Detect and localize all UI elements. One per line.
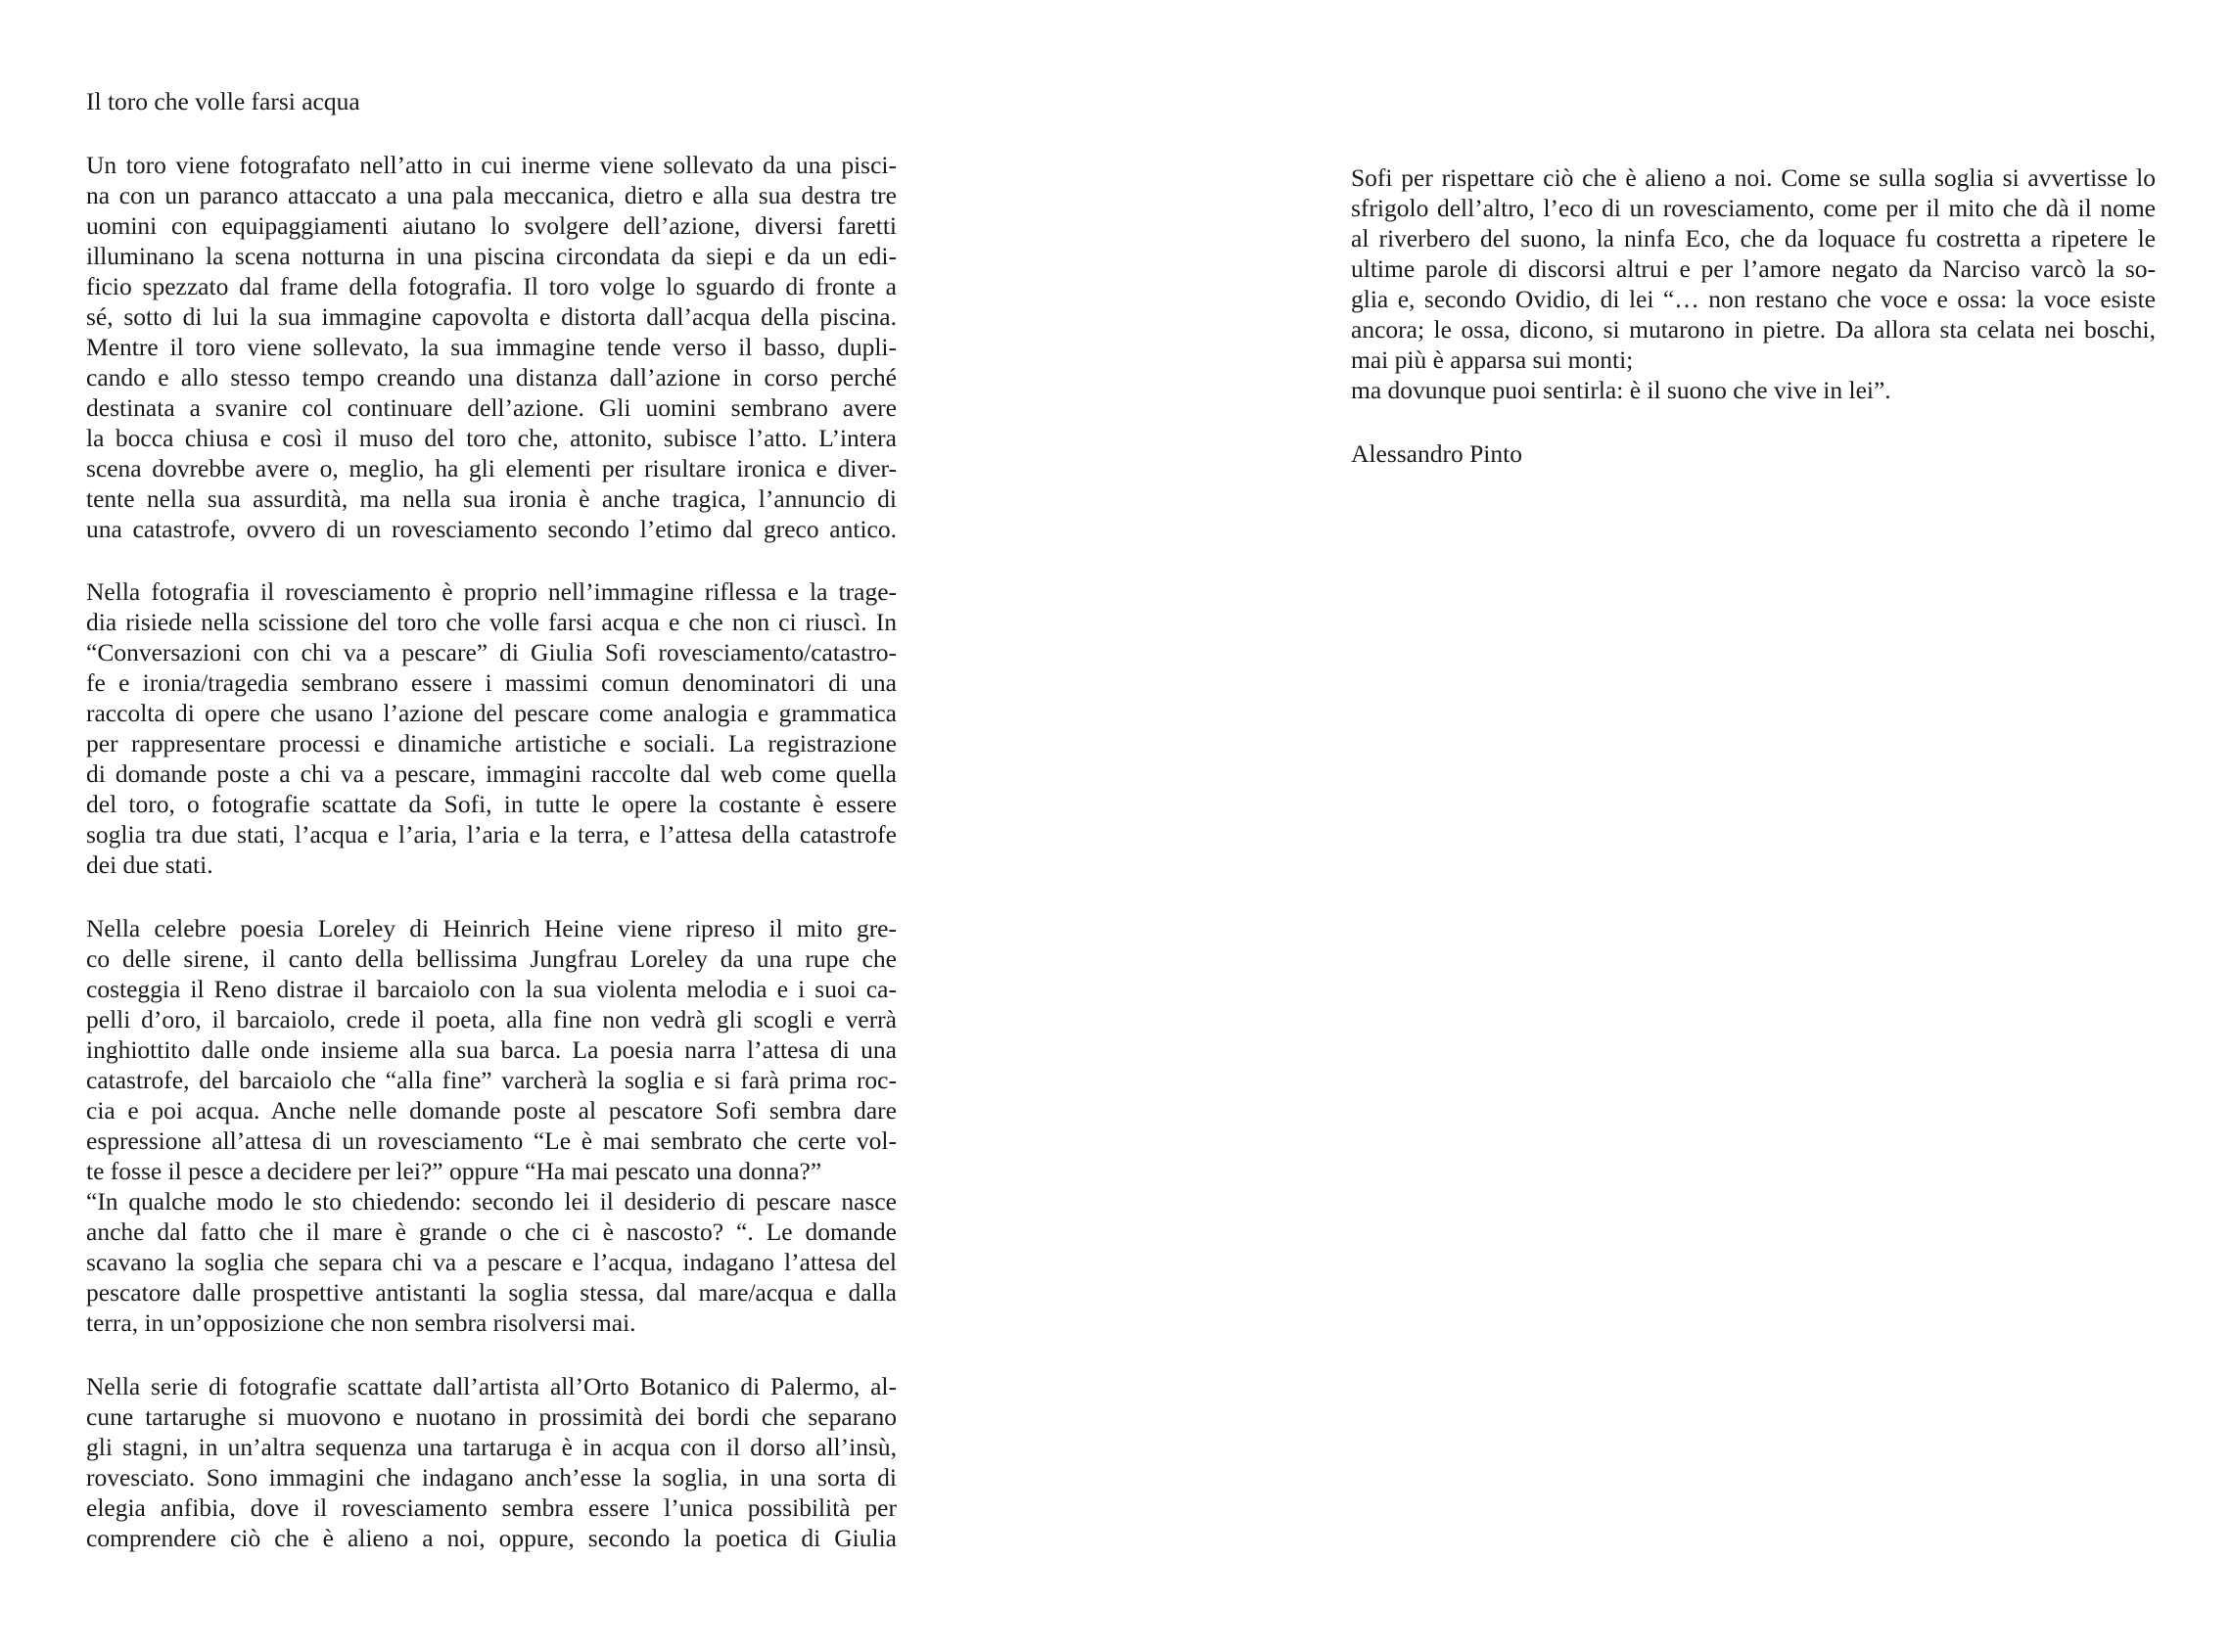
text-line: sfrigolo dell’altro, l’eco di un rovesciamento, come per il mito che dà il nome	[1351, 194, 2156, 222]
essay-title: Il toro che volle farsi acqua	[86, 87, 360, 115]
text-line: pelli d’oro, il barcaiolo, crede il poeta, alla fine non vedrà gli scogli e verrà	[86, 1005, 897, 1033]
text-line: di domande poste a chi va a pescare, immagini raccolte dal web come quella	[86, 759, 897, 788]
text-line: elegia anfibia, dove il rovesciamento sembra essere l’unica possibilità per	[86, 1493, 897, 1522]
text-line: Un toro viene fotografato nell’atto in cui inerme viene sollevato da una pisci-	[86, 151, 897, 179]
text-line: la bocca chiusa e così il muso del toro che, attonito, subisce l’atto. L’intera	[86, 424, 897, 452]
text-line: pescatore dalle prospettive antistanti la soglia stessa, dal mare/acqua e dalla	[86, 1278, 897, 1307]
text-line: illuminano la scena notturna in una piscina circondata da siepi e da un edi-	[86, 242, 897, 270]
text-line: uomini con equipaggiamenti aiutano lo svolgere dell’azione, diversi faretti	[86, 211, 897, 240]
text-line: rovesciato. Sono immagini che indagano anch’esse la soglia, in una sorta di	[86, 1463, 897, 1491]
text-line: Nella fotografia il rovesciamento è proprio nell’immagine riflessa e la trage-	[86, 577, 897, 606]
text-line: scavano la soglia che separa chi va a pescare e l’acqua, indagano l’attesa del	[86, 1248, 897, 1276]
text-line: “In qualche modo le sto chiedendo: secondo lei il desiderio di pescare nasce	[86, 1187, 897, 1216]
text-line: Mentre il toro viene sollevato, la sua immagine tende verso il basso, dupli-	[86, 333, 897, 361]
text-line: te fosse il pesce a decidere per lei?” oppure “Ha mai pescato una donna?”	[86, 1157, 822, 1185]
text-line: del toro, o fotografie scattate da Sofi, in tutte le opere la costante è essere	[86, 790, 897, 818]
text-line: ficio spezzato dal frame della fotografia. Il toro volge lo sguardo di fronte a	[86, 272, 897, 300]
text-line: cune tartarughe si muovono e nuotano in prossimità dei bordi che separano	[86, 1402, 897, 1431]
text-line: anche dal fatto che il mare è grande o che ci è nascosto? “. Le domande	[86, 1217, 897, 1246]
text-line: “Conversazioni con chi va a pescare” di Giulia Sofi rovesciamento/catastro-	[86, 638, 897, 666]
text-line: comprendere ciò che è alieno a noi, oppure, secondo la poetica di Giulia	[86, 1524, 897, 1552]
text-line: raccolta di opere che usano l’azione del pescare come analogia e grammatica	[86, 699, 897, 727]
text-line: Nella serie di fotografie scattate dall’artista all’Orto Botanico di Palermo, al-	[86, 1372, 897, 1400]
text-line: ultime parole di discorsi altrui e per l’amore negato da Narciso varcò la so-	[1351, 254, 2156, 283]
text-line: inghiottito dalle onde insieme alla sua barca. La poesia narra l’attesa di una	[86, 1035, 897, 1064]
text-line: tente nella sua assurdità, ma nella sua ironia è anche tragica, l’annuncio di	[86, 484, 897, 513]
text-line: cia e poi acqua. Anche nelle domande poste al pescatore Sofi sembra dare	[86, 1096, 897, 1124]
text-line: al riverbero del suono, la ninfa Eco, che da loquace fu costretta a ripetere le	[1351, 224, 2156, 252]
right-page	[1351, 0, 2156, 1652]
left-page	[86, 0, 897, 1652]
text-line: dei due stati.	[86, 850, 213, 879]
text-line: na con un paranco attaccato a una pala meccanica, dietro e alla sua destra tre	[86, 181, 897, 209]
author-name: Alessandro Pinto	[1351, 439, 1522, 468]
text-line: destinata a svanire col continuare dell’azione. Gli uomini sembrano avere	[86, 393, 897, 422]
text-line: sé, sotto di lui la sua immagine capovolta e distorta dall’acqua della piscina.	[86, 302, 897, 331]
text-line: per rappresentare processi e dinamiche artistiche e sociali. La registrazione	[86, 729, 897, 757]
text-line: costeggia il Reno distrae il barcaiolo con la sua violenta melodia e i suoi ca-	[86, 975, 897, 1003]
text-line: cando e allo stesso tempo creando una distanza dall’azione in corso perché	[86, 363, 897, 391]
text-line: Sofi per rispettare ciò che è alieno a noi. Come se sulla soglia si avvertisse lo	[1351, 163, 2156, 192]
text-line: scena dovrebbe avere o, meglio, ha gli elementi per risultare ironica e diver-	[86, 454, 897, 482]
text-line: co delle sirene, il canto della bellissima Jungfrau Loreley da una rupe che	[86, 944, 897, 973]
text-line: gli stagni, in un’altra sequenza una tartaruga è in acqua con il dorso all’insù,	[86, 1433, 897, 1461]
text-line: Nella celebre poesia Loreley di Heinrich Heine viene ripreso il mito gre-	[86, 914, 897, 942]
text-line: dia risiede nella scissione del toro che volle farsi acqua e che non ci riuscì. In	[86, 608, 897, 636]
text-line: espressione all’attesa di un rovesciamento “Le è mai sembrato che certe vol-	[86, 1126, 897, 1155]
text-line: una catastrofe, ovvero di un rovesciamento secondo l’etimo dal greco antico.	[86, 515, 897, 543]
text-line: ma dovunque puoi sentirla: è il suono che vive in lei”.	[1351, 376, 1891, 404]
text-line: soglia tra due stati, l’acqua e l’aria, l’aria e la terra, e l’attesa della catastrofe	[86, 820, 897, 849]
text-line: catastrofe, del barcaiolo che “alla fine” varcherà la soglia e si farà prima roc-	[86, 1066, 897, 1094]
text-line: glia e, secondo Ovidio, di lei “… non restano che voce e ossa: la voce esiste	[1351, 285, 2156, 313]
text-line: ancora; le ossa, dicono, si mutarono in pietre. Da allora sta celata nei boschi,	[1351, 315, 2156, 344]
text-line: fe e ironia/tragedia sembrano essere i massimi comun denominatori di una	[86, 668, 897, 697]
text-line: terra, in un’opposizione che non sembra risolversi mai.	[86, 1308, 636, 1337]
text-line: mai più è apparsa sui monti;	[1351, 345, 1634, 374]
